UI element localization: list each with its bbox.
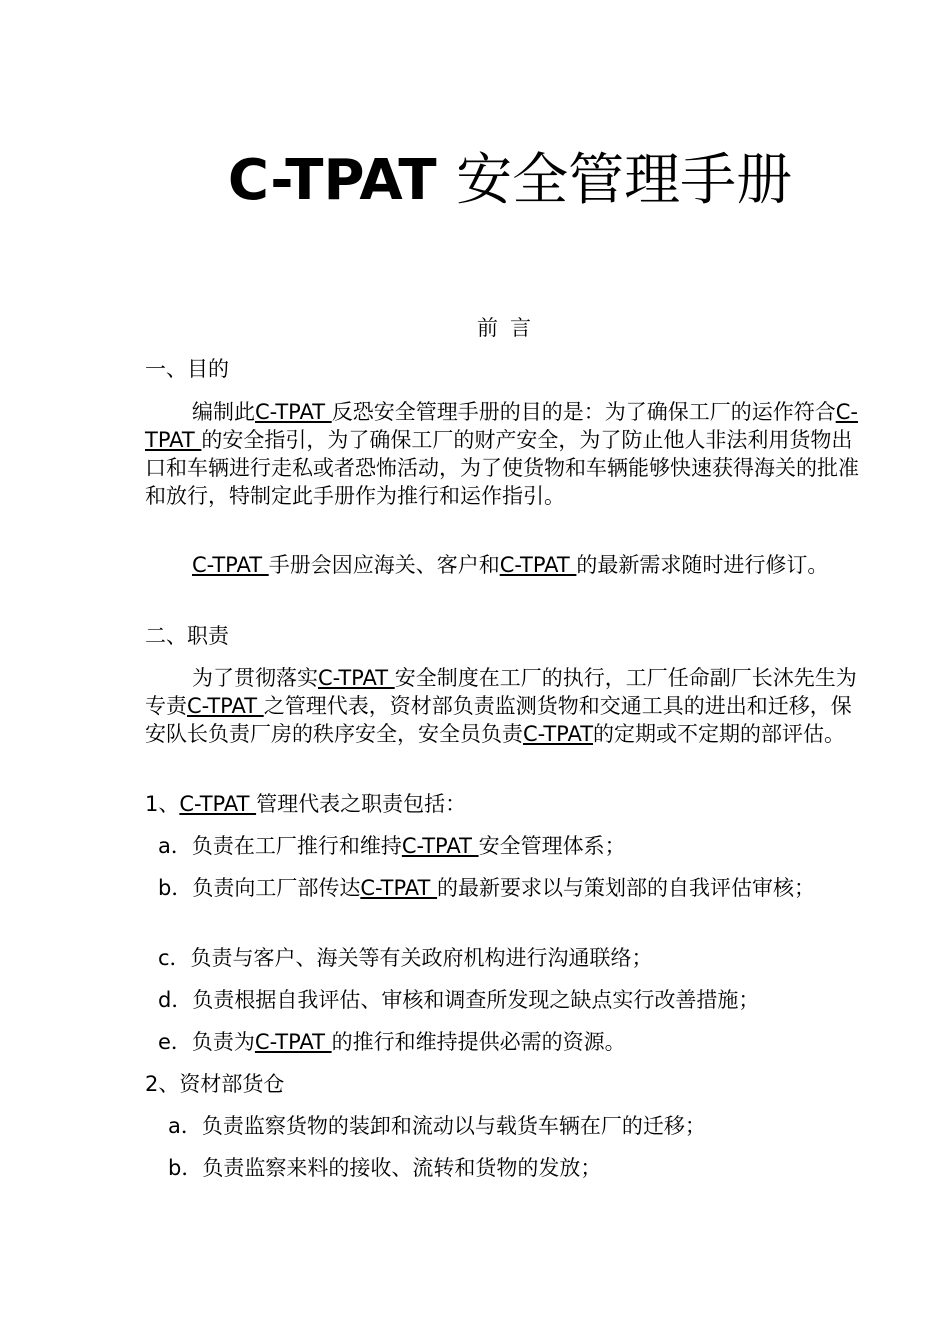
list-item-1 (145, 790, 865, 818)
underlined-term: C-TPAT (255, 400, 332, 424)
text-run: 安全制度在工厂的执行，工厂任命副厂长沐先生为专责 (145, 666, 857, 718)
title-chinese: 安全管理手册 (456, 148, 793, 213)
list-item-1d: d．负责根据自我评估、审核和调查所发现之缺点实行改善措施； (158, 988, 760, 1012)
text-run: 的安全指引，为了确保工厂的财产安全，为了防止他人非法利用货物出口和车辆进行走私或者恐怖活动，为了使货物和车辆能够快速获得海关的批准和放行，特制定此手册作为推行和运作指引。 (145, 428, 859, 508)
text-run: 编制此 (192, 400, 255, 424)
text-run: 手册会因应海关、客户和 (268, 553, 500, 577)
list-item-1b (158, 874, 881, 902)
text-run: 的最新需求随时进行修订。 (576, 553, 829, 577)
preface-heading: 前言 (477, 316, 543, 340)
title-latin: C-TPAT (227, 148, 437, 213)
text-run: 安全管理体系； (478, 834, 626, 858)
underlined-term: C-TPAT (523, 722, 594, 746)
text-run: 之管理代表，资材部负责监测货物和交通工具的进出和迁移，保安队长负责厂房的秩序安全，安全员负责 (145, 694, 852, 746)
underlined-term: C-TPAT (360, 876, 438, 900)
section-purpose-heading: 一、目的 (145, 357, 229, 381)
list-item-1e (158, 1028, 881, 1056)
text-run: a．负责在工厂推行和维持 (158, 834, 402, 858)
underlined-term: C-TPAT (145, 400, 858, 452)
text-run: 管理代表之职责包括： (256, 792, 467, 816)
text-run: 的最新要求以与策划部的自我评估审核； (437, 876, 816, 900)
underlined-term: C-TPAT (187, 694, 264, 718)
list-item-1a (158, 832, 881, 860)
document-title (0, 148, 950, 214)
text-run: 的定期或不定期的部评估。 (593, 722, 846, 746)
section-duties-heading: 二、职责 (145, 624, 229, 648)
underlined-term: C-TPAT (179, 792, 257, 816)
purpose-paragraph (145, 398, 865, 510)
underlined-term: C-TPAT (499, 553, 577, 577)
text-run: 反恐安全管理手册的目的是：为了确保工厂的运作符合 (331, 400, 836, 424)
underlined-term: C-TPAT (318, 666, 395, 690)
underlined-term: C-TPAT (254, 1030, 332, 1054)
list-item-1c: c．负责与客户、海关等有关政府机构进行沟通联络； (158, 946, 653, 970)
text-run: e．负责为 (158, 1030, 255, 1054)
text-run: 的推行和维持提供必需的资源。 (331, 1030, 626, 1054)
list-item-2b: b．负责监察来料的接收、流转和货物的发放； (168, 1156, 602, 1180)
underlined-term: C-TPAT (192, 553, 269, 577)
text-run: 为了贯彻落实 (192, 666, 318, 690)
duties-paragraph (145, 664, 865, 748)
text-run: b．负责向工厂部传达 (158, 876, 361, 900)
list-item-2: 2、资材部货仓 (145, 1072, 285, 1096)
revision-paragraph (145, 551, 865, 579)
list-item-2a: a．负责监察货物的装卸和流动以与载货车辆在厂的迁移； (168, 1114, 706, 1138)
text-run: 1、 (145, 792, 180, 816)
underlined-term: C-TPAT (401, 834, 479, 858)
